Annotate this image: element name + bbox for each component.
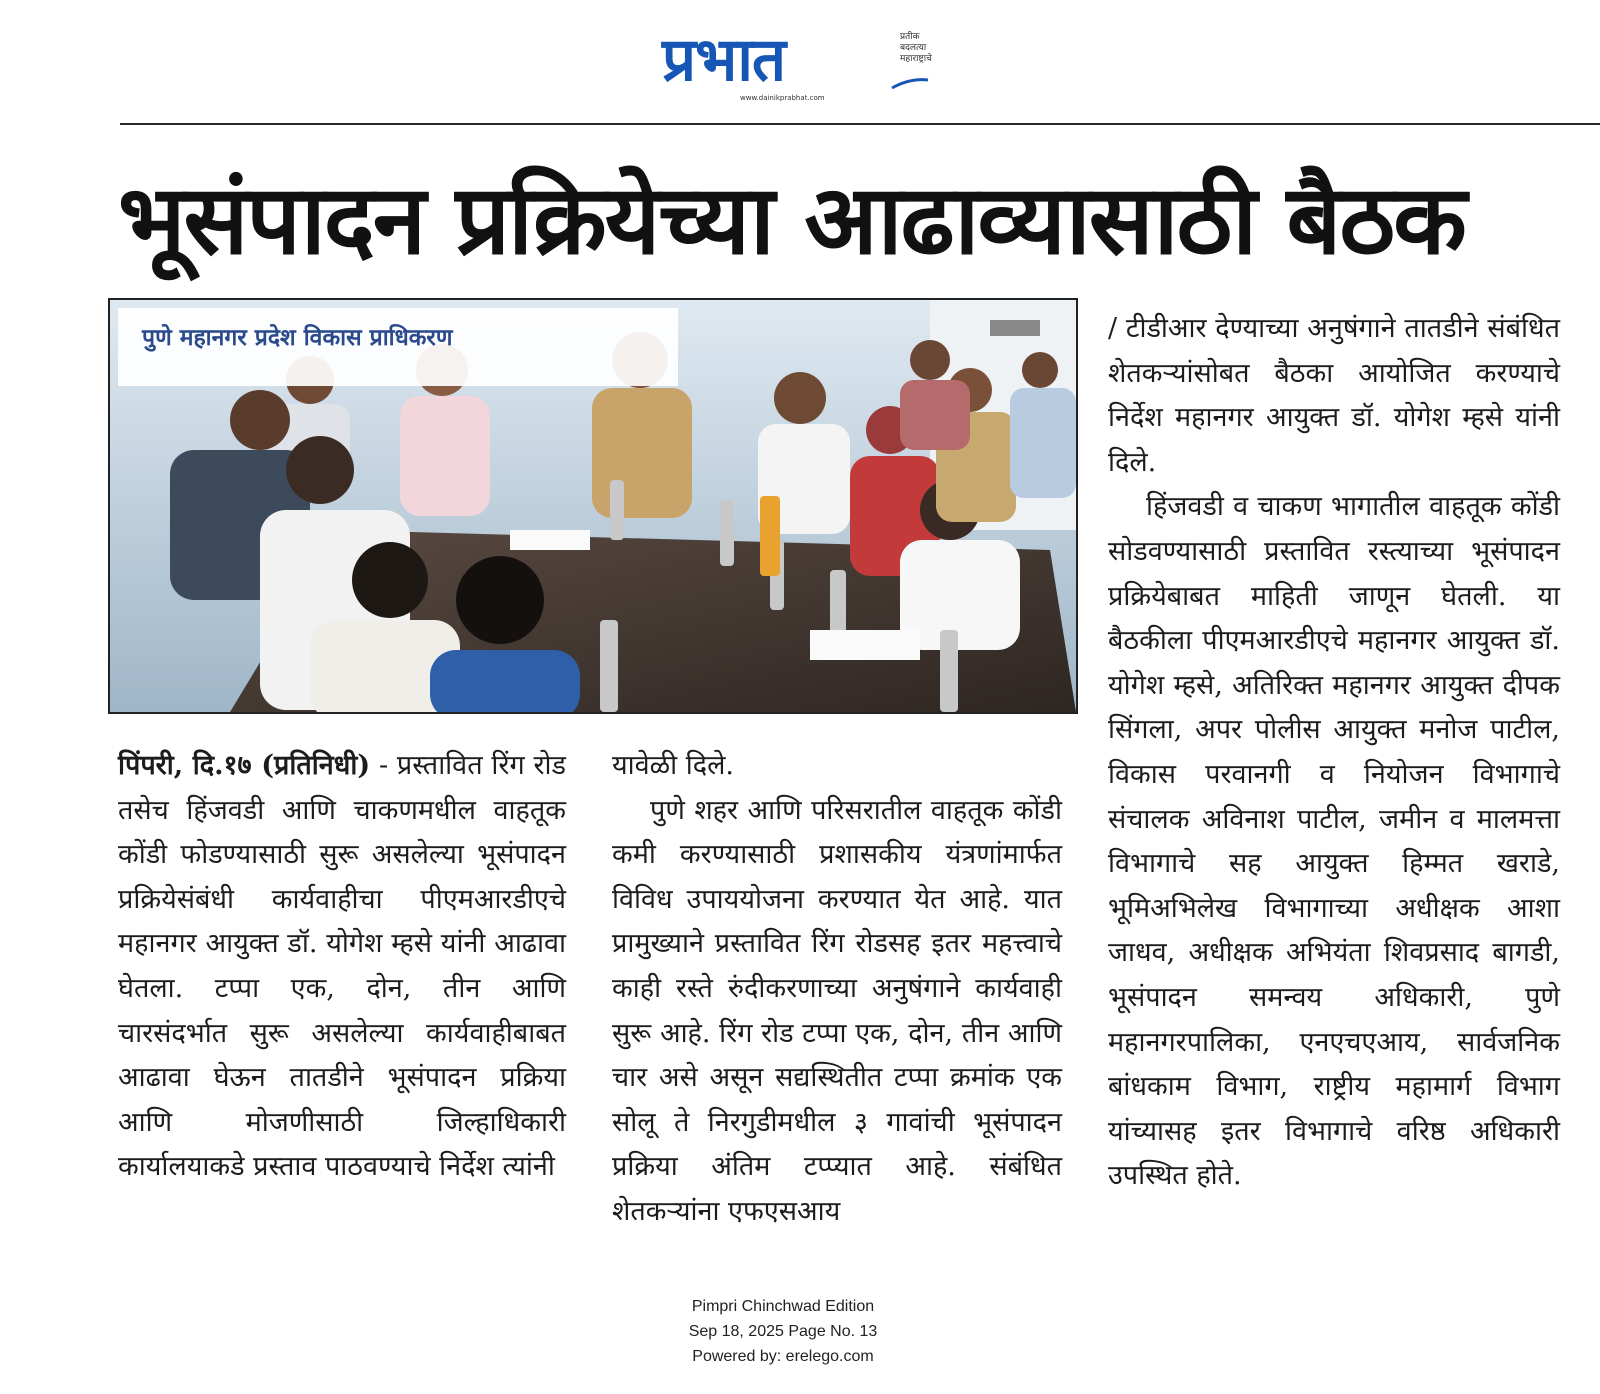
powered-by-label: Powered by: erelego.com	[692, 1348, 874, 1365]
site-url: www.dainikprabhat.com	[740, 94, 825, 102]
newspaper-name: प्रभात	[662, 25, 786, 95]
photo-banner-text: पुणे महानगर प्रदेश विकास प्राधिकरण	[142, 325, 453, 351]
col2-first: यावेळी दिले.	[612, 750, 734, 781]
col3-paragraph: हिंजवडी व चाकण भागातील वाहतूक कोंडी सोडवण्यासाठी प्रस्तावित रस्त्याच्या भूसंपादन प्रक्रियेबाबत माहिती जाणून घेतली. या बैठकीला पीएमआरडीएचे महानगर आयुक्त डॉ. योगेश म्हसे, अतिरिक्त महानगर आयुक्त दीपक सिंगला, अपर पोलीस आयुक्त मनोज पाटील, विकास परवानगी व नियोजन विभागाचे संचालक अविनाश पाटील, जमीन व मालमत्ता विभागाचे सह आयुक्त हिम्मत खराडे, भूमिअभिलेख विभागाच्या अधीक्षक आशा जाधव, अधीक्षक अभियंता शिवप्रसाद बागडी, भूसंपादन समन्वय अधिकारी, पुणे महानगरपालिका, एनएचएआय, सार्वजनिक बांधकाम विभाग, राष्ट्रीय महामार्ग विभाग यांच्यासह इतर विभागाचे वरिष्ठ अधिकारी उपस्थित होते.	[1108, 491, 1560, 1192]
headline: भूसंपादन प्रक्रियेच्या आढाव्यासाठी बैठक	[118, 164, 1465, 276]
edition-label: Pimpri Chinchwad Edition	[691, 1298, 875, 1315]
col3-first: / टीडीआर देण्याच्या अनुषंगाने तातडीने संबंधित शेतकऱ्यांसोबत बैठका आयोजित करण्याचे निर्देश महानगर आयुक्त डॉ. योगेश म्हसे यांनी दिले.	[1108, 313, 1560, 478]
logo-tagline: प्रतीक बदलत्या महाराष्ट्राचे	[900, 32, 932, 64]
date-page-label: Sep 18, 2025 Page No. 13	[688, 1323, 878, 1340]
article-column-1	[118, 744, 566, 1190]
col1-body: - प्रस्तावित रिंग रोड तसेच हिंजवडी आणि चाकणमधील वाहतूक कोंडी फोडण्यासाठी सुरू असलेल्या भूसंपादन प्रक्रियेसंबंधी कार्यवाहीचा पीएमआरडीएचे महानगर आयुक्त डॉ. योगेश म्हसे यांनी आढावा घेतला. टप्पा एक, दोन, तीन आणि चारसंदर्भात सुरू असलेल्या कार्यवाहीबाबत आढावा घेऊन तातडीने भूसंपादन प्रक्रिया आणि मोजणीसाठी जिल्हाधिकारी कार्यालयाकडे प्रस्ताव पाठवण्याचे निर्देश त्यांनी	[118, 750, 566, 1183]
photo-banner	[118, 308, 678, 386]
masthead-logo	[600, 18, 1020, 108]
logo-swoosh-icon	[890, 76, 930, 90]
dateline: पिंपरी, दि.१७ (प्रतिनिधी)	[118, 750, 371, 781]
article-column-3	[1108, 307, 1560, 1199]
news-photo	[108, 298, 1078, 714]
page-footer	[600, 1294, 966, 1369]
col2-paragraph: पुणे शहर आणि परिसरातील वाहतूक कोंडी कमी करण्यासाठी प्रशासकीय यंत्रणांमार्फत विविध उपाययोजना करण्यात येत आहे. यात प्रामुख्याने प्रस्तावित रिंग रोडसह इतर महत्त्वाचे काही रस्ते रुंदीकरणाच्या अनुषंगाने कार्यवाही सुरू आहे. रिंग रोड टप्पा एक, दोन, तीन आणि चार असे असून सद्यस्थितीत टप्पा क्रमांक एक सोलू ते निरगुडीमधील ३ गावांची भूसंपादन प्रक्रिया अंतिम टप्प्यात आहे. संबंधित शेतकऱ्यांना एफएसआय	[612, 794, 1062, 1227]
article-column-2	[612, 744, 1062, 1235]
masthead-rule	[120, 123, 1600, 125]
